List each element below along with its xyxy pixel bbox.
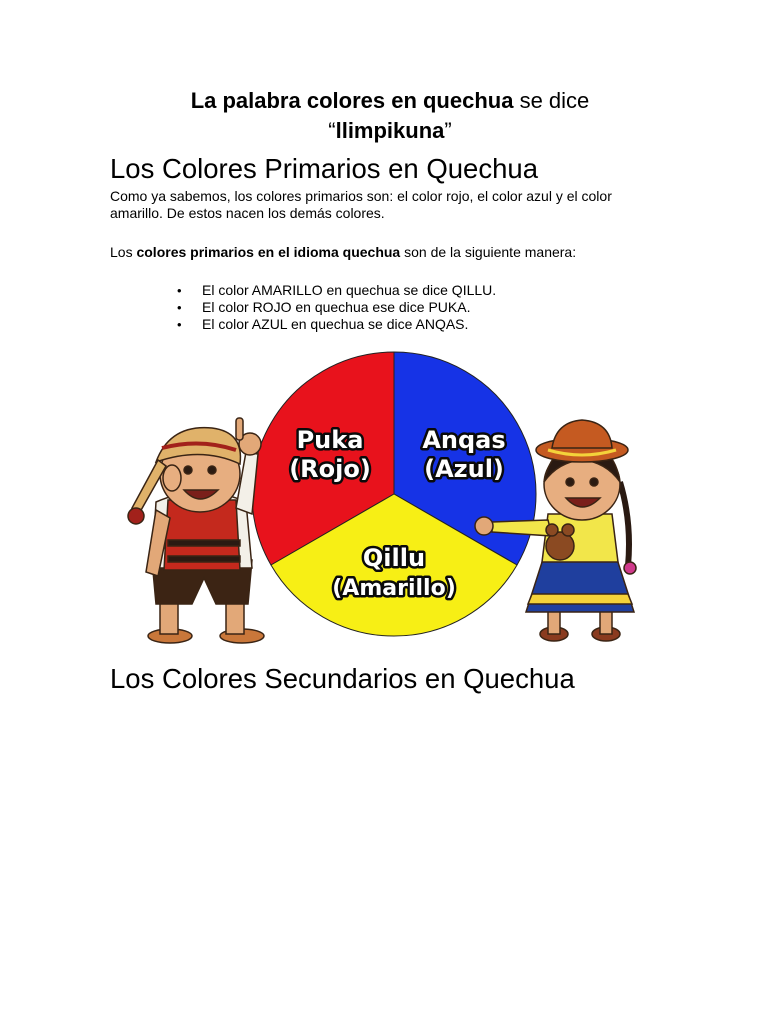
label-rojo: (Rojo) bbox=[289, 455, 371, 483]
primary-colors-list bbox=[160, 282, 496, 333]
secondary-colors-heading: Los Colores Secundarios en Quechua bbox=[110, 663, 575, 694]
title-phrase-rest: se dice bbox=[513, 88, 590, 113]
primary-colors-sentence bbox=[110, 244, 655, 261]
intro-paragraph: Como ya sabemos, los colores primarios son: el color rojo, el color azul y el color amarillo. De estos nacen los demás colores. bbox=[110, 188, 612, 221]
label-anqas: Anqas bbox=[422, 426, 506, 454]
title-quechua-word: llimpikuna bbox=[335, 118, 445, 143]
sentence-end: son de la siguiente manera: bbox=[400, 244, 577, 260]
title-quote-close: ” bbox=[444, 118, 452, 143]
label-amarillo: (Amarillo) bbox=[332, 576, 456, 601]
sentence-start: Los bbox=[110, 244, 137, 260]
sentence-bold: colores primarios en el idioma quechua bbox=[136, 244, 401, 260]
label-azul: (Azul) bbox=[424, 455, 504, 483]
label-puka: Puka bbox=[296, 426, 364, 454]
color-wheel-illustration bbox=[112, 332, 656, 654]
title-quote-open: “ bbox=[328, 118, 336, 143]
list-item-amarillo: • El color AMARILLO en quechua se dice QILLU. bbox=[160, 282, 496, 299]
primary-colors-heading: Los Colores Primarios en Quechua bbox=[110, 153, 538, 184]
list-item-rojo: • El color ROJO en quechua ese dice PUKA. bbox=[160, 299, 496, 316]
document-title bbox=[110, 86, 670, 146]
boy-character-illustration bbox=[128, 418, 264, 643]
title-bold-phrase: La palabra colores en quechua bbox=[190, 88, 514, 113]
label-qillu: Qillu bbox=[362, 544, 426, 572]
list-item-azul: • El color AZUL en quechua se dice ANQAS. bbox=[160, 316, 496, 333]
